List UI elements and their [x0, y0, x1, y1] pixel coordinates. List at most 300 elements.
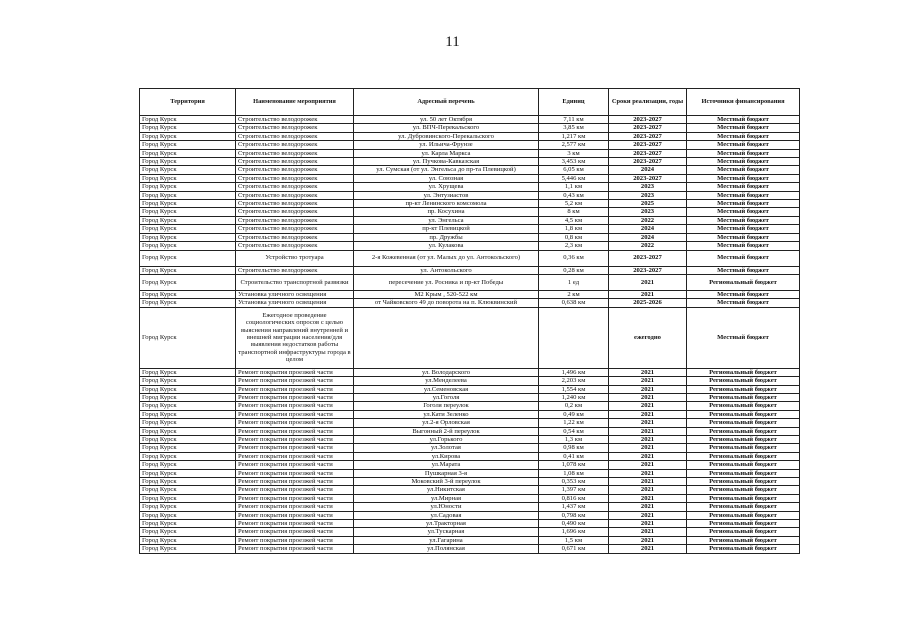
event-cell: Ремонт покрытия проезжей части [236, 486, 354, 494]
territory-cell: Город Курск [140, 368, 236, 376]
term-cell: 2022 [609, 242, 687, 250]
unit-cell: 1,08 км [539, 469, 609, 477]
table-row [140, 208, 800, 216]
territory-cell: Город Курск [140, 266, 236, 274]
unit-cell: 0,638 км [539, 299, 609, 307]
territory-cell: Город Курск [140, 124, 236, 132]
address-cell: ул. Карла Маркса [354, 149, 539, 157]
table-row [140, 427, 800, 435]
funding-cell: Региональный бюджет [687, 393, 800, 401]
address-cell: ул.Семеновская [354, 385, 539, 393]
territory-cell: Город Курск [140, 233, 236, 241]
unit-cell: 1,397 км [539, 486, 609, 494]
event-cell: Ремонт покрытия проезжей части [236, 419, 354, 427]
address-cell: ул. Дубровинского-Перекальского [354, 132, 539, 140]
funding-cell: Региональный бюджет [687, 478, 800, 486]
table-row [140, 124, 800, 132]
unit-cell: 8 км [539, 208, 609, 216]
term-cell: 2023 [609, 183, 687, 191]
address-cell: ул.Гоголя [354, 393, 539, 401]
event-cell: Ремонт покрытия проезжей части [236, 377, 354, 385]
funding-cell: Местный бюджет [687, 307, 800, 368]
event-cell: Ремонт покрытия проезжей части [236, 511, 354, 519]
term-cell: 2023-2027 [609, 116, 687, 124]
event-cell: Ремонт покрытия проезжей части [236, 503, 354, 511]
unit-cell: 6,05 км [539, 166, 609, 174]
unit-cell: 0,98 км [539, 444, 609, 452]
table-row [140, 444, 800, 452]
table-row [140, 183, 800, 191]
table-row [140, 116, 800, 124]
address-cell: ул. Союзная [354, 174, 539, 182]
funding-cell: Местный бюджет [687, 183, 800, 191]
event-cell: Ремонт покрытия проезжей части [236, 469, 354, 477]
unit-cell [539, 307, 609, 368]
funding-cell: Региональный бюджет [687, 469, 800, 477]
address-cell: ул.Тускарная [354, 528, 539, 536]
term-cell: 2021 [609, 419, 687, 427]
territory-cell: Город Курск [140, 377, 236, 385]
event-cell: Ремонт покрытия проезжей части [236, 435, 354, 443]
funding-cell: Региональный бюджет [687, 503, 800, 511]
term-cell: 2023-2027 [609, 149, 687, 157]
address-cell: пр. Дружбы [354, 233, 539, 241]
address-cell: ул. Антокольского [354, 266, 539, 274]
header-term: Сроки реализации, годы [609, 89, 687, 116]
territory-cell: Город Курск [140, 469, 236, 477]
funding-cell: Местный бюджет [687, 299, 800, 307]
funding-cell: Местный бюджет [687, 141, 800, 149]
event-cell: Ремонт покрытия проезжей части [236, 494, 354, 502]
term-cell: 2022 [609, 216, 687, 224]
table-row [140, 368, 800, 376]
table-row [140, 132, 800, 140]
address-cell: пр. Косухина [354, 208, 539, 216]
term-cell: 2021 [609, 402, 687, 410]
table-row [140, 435, 800, 443]
territory-cell: Город Курск [140, 427, 236, 435]
term-cell: 2021 [609, 435, 687, 443]
unit-cell: 0,49 км [539, 410, 609, 418]
address-cell: ул.Никитская [354, 486, 539, 494]
term-cell: ежегодно [609, 307, 687, 368]
unit-cell: 0,36 км [539, 250, 609, 266]
term-cell: 2021 [609, 469, 687, 477]
territory-cell: Город Курск [140, 242, 236, 250]
table-row [140, 158, 800, 166]
address-cell: ул. Ильича-Фрунзе [354, 141, 539, 149]
measures-table [139, 88, 800, 554]
term-cell: 2023-2027 [609, 132, 687, 140]
event-cell: Ремонт покрытия проезжей части [236, 402, 354, 410]
address-cell: пр-кт Ленинского комсомола [354, 200, 539, 208]
event-cell: Строительство велодорожек [236, 183, 354, 191]
unit-cell: 0,816 км [539, 494, 609, 502]
term-cell: 2024 [609, 166, 687, 174]
term-cell: 2021 [609, 528, 687, 536]
unit-cell: 1,696 км [539, 528, 609, 536]
event-cell: Строительство велодорожек [236, 124, 354, 132]
territory-cell: Город Курск [140, 174, 236, 182]
funding-cell: Региональный бюджет [687, 520, 800, 528]
territory-cell: Город Курск [140, 520, 236, 528]
table-row [140, 520, 800, 528]
term-cell: 2021 [609, 545, 687, 553]
territory-cell: Город Курск [140, 149, 236, 157]
event-cell: Строительство велодорожек [236, 200, 354, 208]
event-cell: Устройство тротуара [236, 250, 354, 266]
funding-cell: Местный бюджет [687, 233, 800, 241]
term-cell: 2021 [609, 452, 687, 460]
unit-cell: 1,5 км [539, 536, 609, 544]
address-cell: ул. ВПЧ-Перекальского [354, 124, 539, 132]
funding-cell: Региональный бюджет [687, 486, 800, 494]
address-cell: ул. Хрущева [354, 183, 539, 191]
territory-cell: Город Курск [140, 511, 236, 519]
term-cell: 2023 [609, 208, 687, 216]
funding-cell: Региональный бюджет [687, 511, 800, 519]
territory-cell: Город Курск [140, 208, 236, 216]
event-cell: Ремонт покрытия проезжей части [236, 545, 354, 553]
funding-cell: Региональный бюджет [687, 528, 800, 536]
address-cell: от Чайковского 49 до поворота на п. Клюквинский [354, 299, 539, 307]
event-cell: Ремонт покрытия проезжей части [236, 452, 354, 460]
address-cell: Гоголя переулок [354, 402, 539, 410]
header-funding: Источники финансирования [687, 89, 800, 116]
event-cell: Ремонт покрытия проезжей части [236, 444, 354, 452]
unit-cell: 0,43 км [539, 191, 609, 199]
territory-cell: Город Курск [140, 528, 236, 536]
address-cell: ул.Полянская [354, 545, 539, 553]
territory-cell: Город Курск [140, 402, 236, 410]
address-cell: пересечение ул. Росника и пр-кт Победы [354, 274, 539, 290]
funding-cell: Региональный бюджет [687, 427, 800, 435]
table-row [140, 528, 800, 536]
unit-cell: 5,2 км [539, 200, 609, 208]
page-number: 11 [445, 34, 460, 50]
event-cell: Строительство велодорожек [236, 191, 354, 199]
table-row [140, 290, 800, 298]
unit-cell: 4,5 км [539, 216, 609, 224]
address-cell: ул.Кирова [354, 452, 539, 460]
funding-cell: Региональный бюджет [687, 444, 800, 452]
unit-cell: 1 ед [539, 274, 609, 290]
funding-cell: Местный бюджет [687, 191, 800, 199]
term-cell: 2021 [609, 393, 687, 401]
address-cell: ул. Сумская (от ул. Энгельса до пр-та Плевицкой) [354, 166, 539, 174]
header-unit: Единиц [539, 89, 609, 116]
event-cell: Ремонт покрытия проезжей части [236, 427, 354, 435]
table-row [140, 174, 800, 182]
event-cell: Ремонт покрытия проезжей части [236, 368, 354, 376]
table-row [140, 166, 800, 174]
table-row [140, 494, 800, 502]
funding-cell: Региональный бюджет [687, 461, 800, 469]
event-cell: Строительство велодорожек [236, 149, 354, 157]
term-cell: 2024 [609, 225, 687, 233]
unit-cell: 5,446 км [539, 174, 609, 182]
territory-cell: Город Курск [140, 216, 236, 224]
event-cell: Установка уличного освещения [236, 290, 354, 298]
event-cell: Строительство велодорожек [236, 158, 354, 166]
territory-cell: Город Курск [140, 461, 236, 469]
table-row [140, 452, 800, 460]
header-territory: Территория [140, 89, 236, 116]
event-cell: Ремонт покрытия проезжей части [236, 536, 354, 544]
address-cell: ул. Энгельса [354, 216, 539, 224]
header-address: Адресный перечень [354, 89, 539, 116]
territory-cell: Город Курск [140, 419, 236, 427]
table-row [140, 149, 800, 157]
address-cell: ул.Садовая [354, 511, 539, 519]
unit-cell: 1,22 км [539, 419, 609, 427]
territory-cell: Город Курск [140, 393, 236, 401]
address-cell: ул.Мирная [354, 494, 539, 502]
funding-cell: Местный бюджет [687, 266, 800, 274]
event-cell: Ремонт покрытия проезжей части [236, 393, 354, 401]
term-cell: 2021 [609, 410, 687, 418]
term-cell: 2021 [609, 368, 687, 376]
territory-cell: Город Курск [140, 299, 236, 307]
address-cell: ул.Юности [354, 503, 539, 511]
term-cell: 2021 [609, 290, 687, 298]
table-row [140, 299, 800, 307]
address-cell: ул.Золотая [354, 444, 539, 452]
funding-cell: Региональный бюджет [687, 410, 800, 418]
territory-cell: Город Курск [140, 435, 236, 443]
table-row [140, 191, 800, 199]
address-cell: ул.Менделеева [354, 377, 539, 385]
funding-cell: Региональный бюджет [687, 385, 800, 393]
event-cell: Строительство велодорожек [236, 266, 354, 274]
territory-cell: Город Курск [140, 191, 236, 199]
territory-cell: Город Курск [140, 503, 236, 511]
address-cell: М2 Крым , 520-522 км [354, 290, 539, 298]
table-row [140, 200, 800, 208]
event-cell: Строительство велодорожек [236, 116, 354, 124]
unit-cell: 2,203 км [539, 377, 609, 385]
territory-cell: Город Курск [140, 116, 236, 124]
event-cell: Строительство велодорожек [236, 216, 354, 224]
territory-cell: Город Курск [140, 478, 236, 486]
event-cell: Ремонт покрытия проезжей части [236, 478, 354, 486]
term-cell: 2021 [609, 494, 687, 502]
funding-cell: Местный бюджет [687, 158, 800, 166]
table-row [140, 141, 800, 149]
funding-cell: Региональный бюджет [687, 377, 800, 385]
funding-cell: Местный бюджет [687, 290, 800, 298]
unit-cell: 1,496 км [539, 368, 609, 376]
territory-cell: Город Курск [140, 200, 236, 208]
table-row [140, 385, 800, 393]
funding-cell: Региональный бюджет [687, 494, 800, 502]
unit-cell: 2,3 км [539, 242, 609, 250]
term-cell: 2021 [609, 444, 687, 452]
unit-cell: 1,3 км [539, 435, 609, 443]
term-cell: 2021 [609, 385, 687, 393]
unit-cell: 1,240 км [539, 393, 609, 401]
unit-cell: 0,671 км [539, 545, 609, 553]
term-cell: 2021 [609, 427, 687, 435]
address-cell: ул.Кати Зеленко [354, 410, 539, 418]
term-cell: 2023-2027 [609, 158, 687, 166]
funding-cell: Местный бюджет [687, 200, 800, 208]
table-row [140, 393, 800, 401]
event-cell: Ремонт покрытия проезжей части [236, 528, 354, 536]
address-cell: ул. Кулакова [354, 242, 539, 250]
table-row [140, 511, 800, 519]
territory-cell: Город Курск [140, 494, 236, 502]
table-row [140, 461, 800, 469]
event-cell: Ремонт покрытия проезжей части [236, 385, 354, 393]
table-header-row [140, 89, 800, 116]
unit-cell: 0,28 км [539, 266, 609, 274]
table-row [140, 419, 800, 427]
term-cell: 2021 [609, 377, 687, 385]
address-cell: ул. 50 лет Октября [354, 116, 539, 124]
term-cell: 2025 [609, 200, 687, 208]
unit-cell: 0,2 км [539, 402, 609, 410]
unit-cell: 0,54 км [539, 427, 609, 435]
territory-cell: Город Курск [140, 486, 236, 494]
funding-cell: Местный бюджет [687, 242, 800, 250]
event-cell: Ремонт покрытия проезжей части [236, 410, 354, 418]
event-cell: Строительство велодорожек [236, 174, 354, 182]
term-cell: 2023-2027 [609, 141, 687, 149]
funding-cell: Местный бюджет [687, 166, 800, 174]
funding-cell: Региональный бюджет [687, 402, 800, 410]
funding-cell: Местный бюджет [687, 208, 800, 216]
term-cell: 2023-2027 [609, 124, 687, 132]
unit-cell: 7,11 км [539, 116, 609, 124]
unit-cell: 0,490 км [539, 520, 609, 528]
event-cell: Установка уличного освещения [236, 299, 354, 307]
event-cell: Строительство велодорожек [236, 225, 354, 233]
table-row [140, 225, 800, 233]
funding-cell: Местный бюджет [687, 116, 800, 124]
address-cell: ул.Тракторная [354, 520, 539, 528]
territory-cell: Город Курск [140, 290, 236, 298]
funding-cell: Региональный бюджет [687, 435, 800, 443]
funding-cell: Местный бюджет [687, 132, 800, 140]
funding-cell: Региональный бюджет [687, 452, 800, 460]
territory-cell: Город Курск [140, 307, 236, 368]
funding-cell: Местный бюджет [687, 124, 800, 132]
territory-cell: Город Курск [140, 444, 236, 452]
header-event: Наименование мероприятия [236, 89, 354, 116]
event-cell: Строительство велодорожек [236, 141, 354, 149]
territory-cell: Город Курск [140, 158, 236, 166]
address-cell: ул. Володарского [354, 368, 539, 376]
unit-cell: 0,353 км [539, 478, 609, 486]
territory-cell: Город Курск [140, 410, 236, 418]
funding-cell: Местный бюджет [687, 149, 800, 157]
term-cell: 2021 [609, 503, 687, 511]
address-cell: пр-кт Плевицкой [354, 225, 539, 233]
funding-cell: Местный бюджет [687, 174, 800, 182]
address-cell: ул.Марата [354, 461, 539, 469]
table-row [140, 307, 800, 368]
table-row [140, 377, 800, 385]
territory-cell: Город Курск [140, 452, 236, 460]
address-cell: 2-я Кожевенная (от ул. Малых до ул. Антокольского) [354, 250, 539, 266]
term-cell: 2021 [609, 274, 687, 290]
table-row [140, 250, 800, 266]
event-cell: Строительство велодорожек [236, 233, 354, 241]
unit-cell: 1,8 км [539, 225, 609, 233]
funding-cell: Региональный бюджет [687, 274, 800, 290]
unit-cell: 0,8 км [539, 233, 609, 241]
term-cell: 2024 [609, 233, 687, 241]
table-row [140, 266, 800, 274]
unit-cell: 1,078 км [539, 461, 609, 469]
territory-cell: Город Курск [140, 385, 236, 393]
funding-cell: Местный бюджет [687, 250, 800, 266]
unit-cell: 1,1 км [539, 183, 609, 191]
table-row [140, 402, 800, 410]
event-cell: Ежегодное проведение социологических опросов с целью выяснения направлений внутренней и внешней миграции населения/для выявления недостатков работы транспортной инфраструктуры города в целом [236, 307, 354, 368]
unit-cell: 3,85 км [539, 124, 609, 132]
territory-cell: Город Курск [140, 183, 236, 191]
address-cell: ул. Пучкова-Кавказская [354, 158, 539, 166]
funding-cell: Региональный бюджет [687, 545, 800, 553]
territory-cell: Город Курск [140, 141, 236, 149]
event-cell: Строительство велодорожек [236, 242, 354, 250]
funding-cell: Местный бюджет [687, 216, 800, 224]
event-cell: Строительство велодорожек [236, 166, 354, 174]
territory-cell: Город Курск [140, 274, 236, 290]
funding-cell: Местный бюджет [687, 225, 800, 233]
term-cell: 2023-2027 [609, 266, 687, 274]
term-cell: 2021 [609, 536, 687, 544]
address-cell: Моковский 3-й переулок [354, 478, 539, 486]
term-cell: 2021 [609, 461, 687, 469]
funding-cell: Региональный бюджет [687, 368, 800, 376]
territory-cell: Город Курск [140, 225, 236, 233]
territory-cell: Город Курск [140, 545, 236, 553]
unit-cell: 1,437 км [539, 503, 609, 511]
table-row [140, 410, 800, 418]
event-cell: Строительство транспортной развязки [236, 274, 354, 290]
table-row [140, 233, 800, 241]
table-row [140, 216, 800, 224]
term-cell: 2025-2026 [609, 299, 687, 307]
table-row [140, 274, 800, 290]
table-row [140, 486, 800, 494]
unit-cell: 1,217 км [539, 132, 609, 140]
event-cell: Ремонт покрытия проезжей части [236, 461, 354, 469]
address-cell: ул. Энтузиастов [354, 191, 539, 199]
term-cell: 2021 [609, 511, 687, 519]
term-cell: 2023 [609, 191, 687, 199]
unit-cell: 2,577 км [539, 141, 609, 149]
table-row [140, 503, 800, 511]
table-row [140, 478, 800, 486]
address-cell [354, 307, 539, 368]
unit-cell: 3,453 км [539, 158, 609, 166]
territory-cell: Город Курск [140, 132, 236, 140]
address-cell: ул.Горького [354, 435, 539, 443]
table-row [140, 242, 800, 250]
event-cell: Строительство велодорожек [236, 208, 354, 216]
address-cell: ул.Гагарина [354, 536, 539, 544]
funding-cell: Региональный бюджет [687, 536, 800, 544]
unit-cell: 2 км [539, 290, 609, 298]
address-cell: Пушкарная 3-я [354, 469, 539, 477]
funding-cell: Региональный бюджет [687, 419, 800, 427]
event-cell: Строительство велодорожек [236, 132, 354, 140]
unit-cell: 0,798 км [539, 511, 609, 519]
